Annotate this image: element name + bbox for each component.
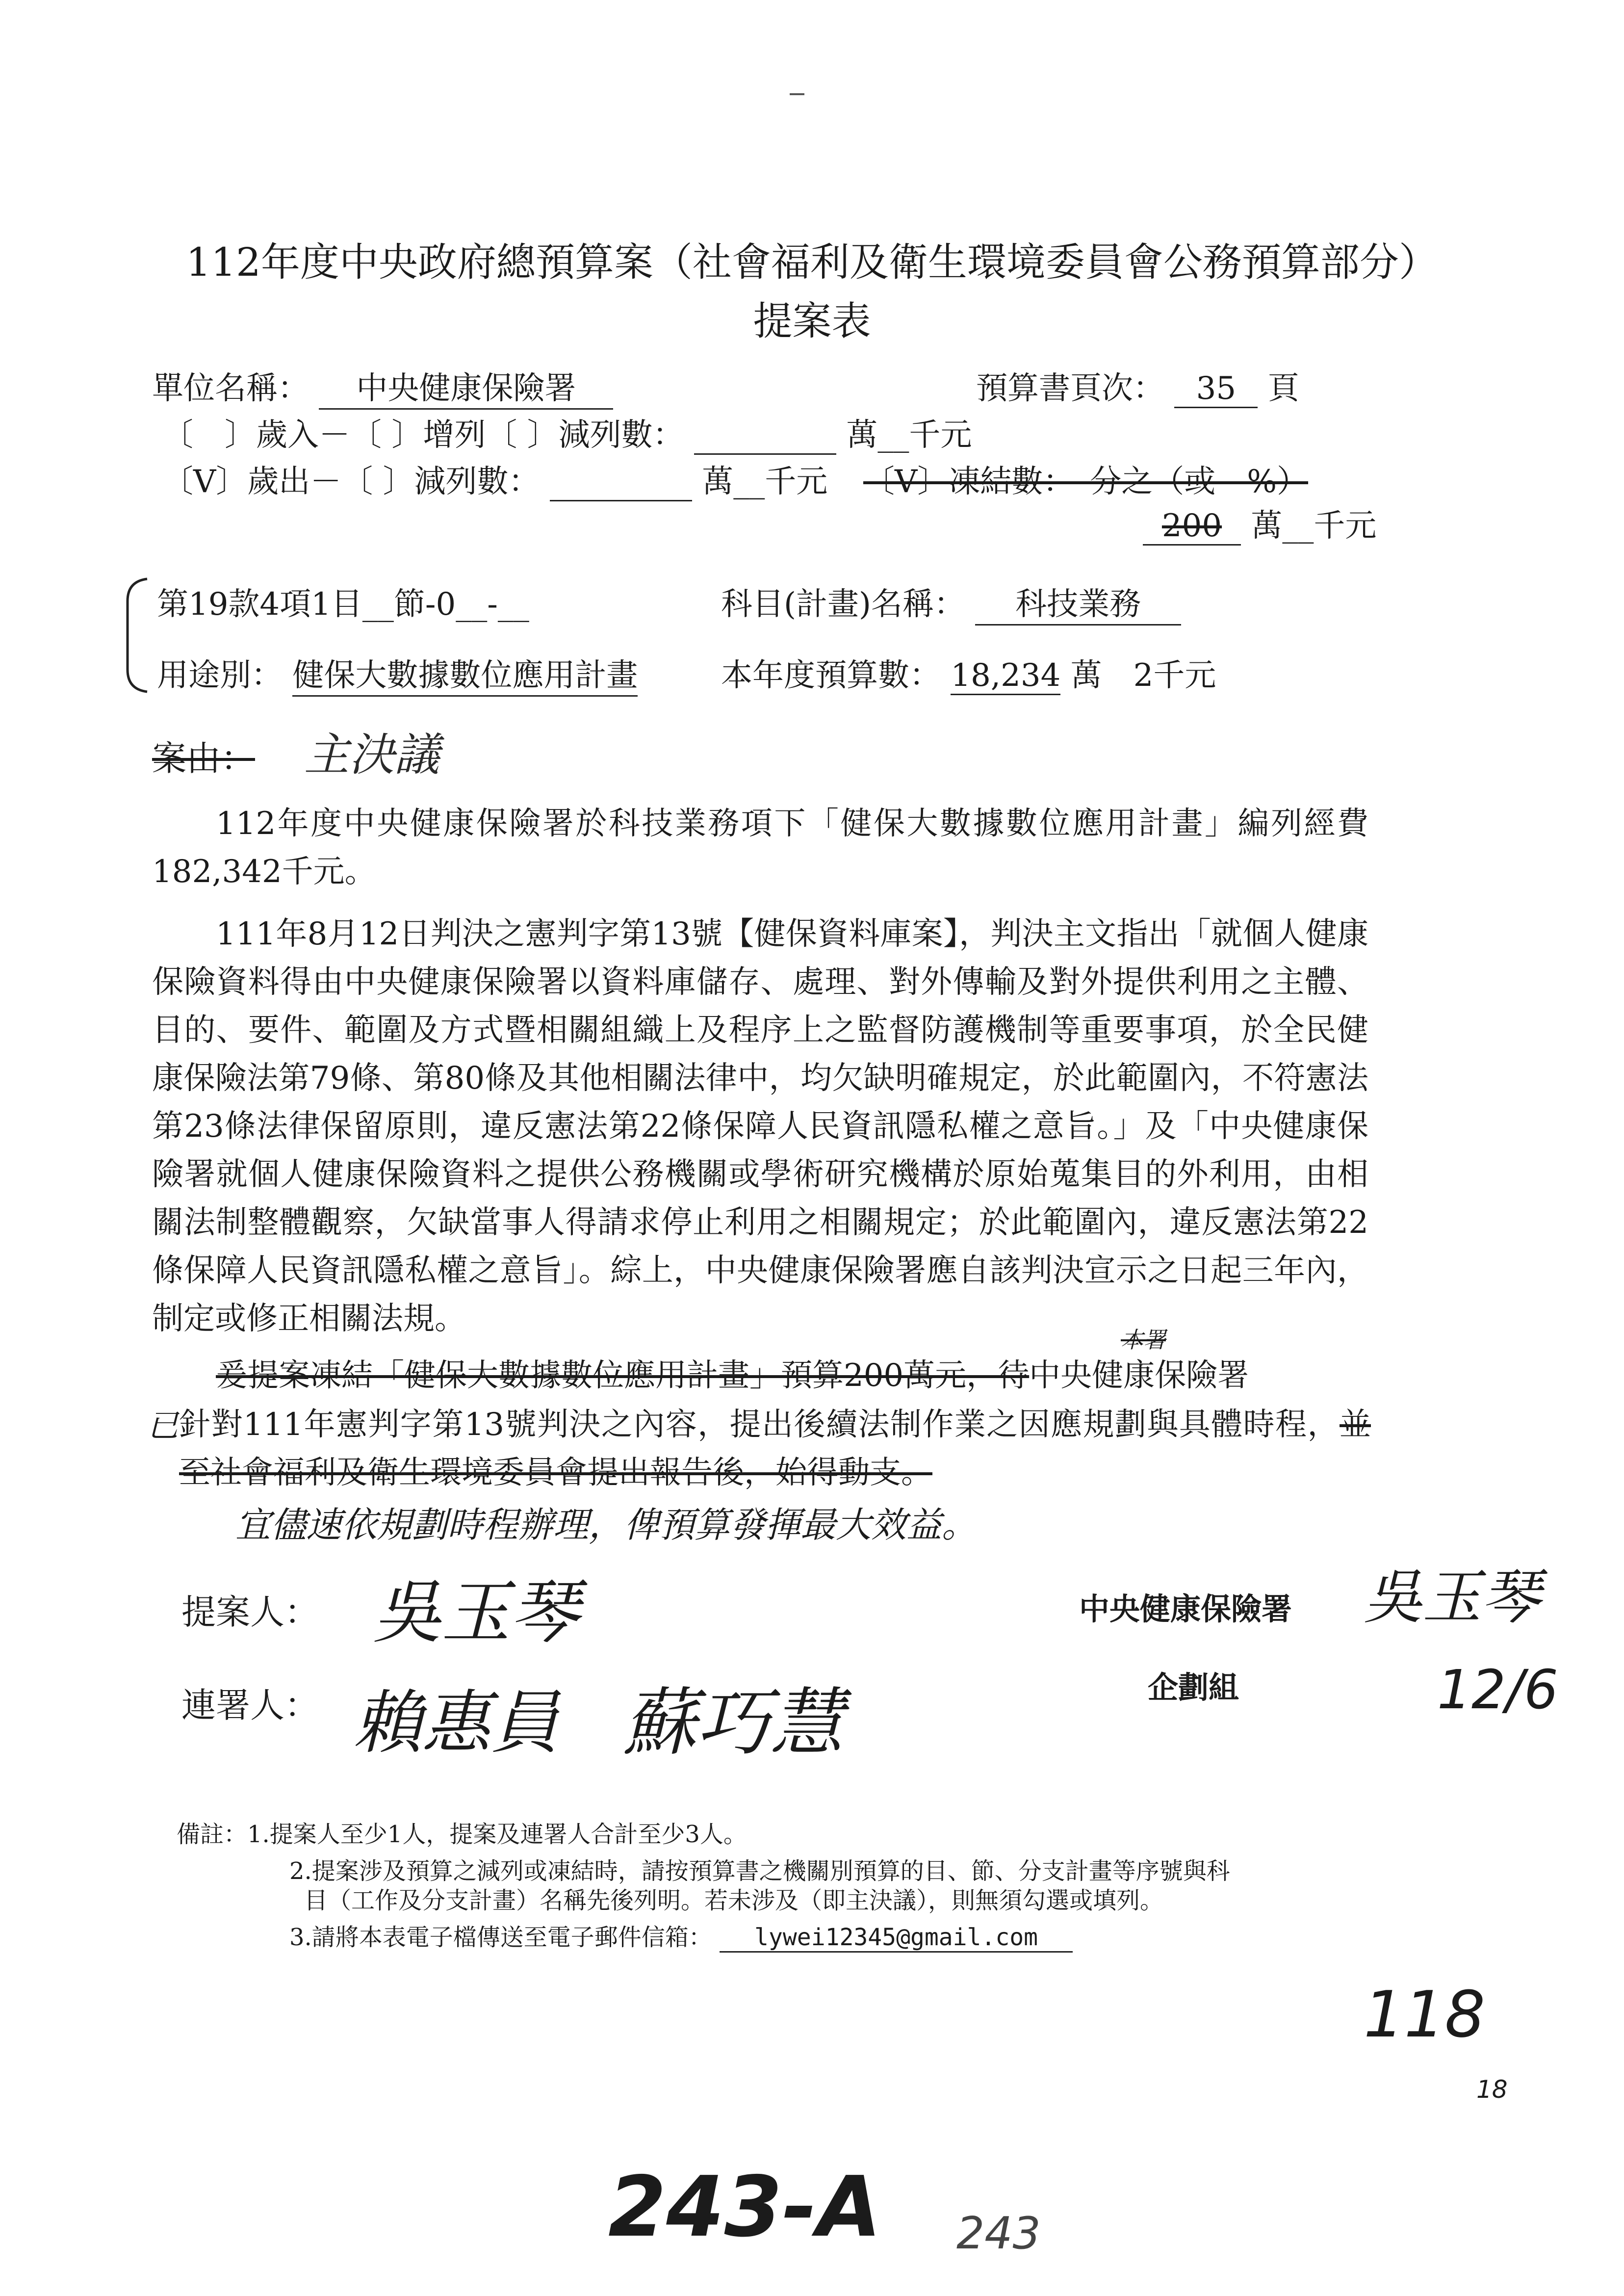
agency-signature: 吳玉琴 xyxy=(1364,1564,1540,1632)
paragraph-2-text: 111年8月12日判決之憲判字第13號【健保資料庫案】，判決主文指出「就個人健康保險資料得由中央健康保險署以資料庫儲存、處理、對外傳輸及對外提供利用之主體、目的、要件、範圍及方式暨相關組織上及程序上之監督防護機制等重要事項，於全民健康保險法第79條、第80條及其他相關法律中，均欠缺明確規定，於此範圍內，不符憲法第23條法律保留原則，違反憲法第22條保障人民資訊隱私權之意旨。」及「中央健康保險署就個人健康保險資料之提供公務機關或學術研究機構於原始蒐集目的外利用，由相關法制整體觀察，欠缺當事人得請求停止利用之相關規定；於此範圍內，違反憲法第22條保障人民資訊隱私權之意旨」。綜上，中央健康保險署應自該判決宣示之日起三年內，制定或修正相關法規。 xyxy=(152,916,1368,1337)
expense-unit: 萬__千元 xyxy=(702,464,828,500)
budget-unit: 萬 2千元 xyxy=(1070,657,1216,694)
agency-name: 中央健康保險署 xyxy=(1079,1591,1292,1627)
note-2b: 目（工作及分支計畫）名稱先後列明。若未涉及（即主決議），則無須勾選或填列。 xyxy=(304,1887,1164,1914)
paragraph-3-rest: 針對111年憲判字第13號判決之內容，提出後續法制作業之因應規劃與具體時程， xyxy=(179,1407,1340,1443)
document-subtitle: 提案表 xyxy=(753,298,871,344)
note-3 xyxy=(289,1918,1073,1953)
unit-label: 單位名稱： xyxy=(152,370,309,407)
paragraph-3-struck: 爰提案凍結「健保大數據數位應用計畫」預算200萬元，待 xyxy=(216,1357,1030,1394)
proposer-signature: 吳玉琴 xyxy=(373,1573,579,1653)
cosigner-label: 連署人： xyxy=(181,1685,319,1725)
agency-date: 12/6 xyxy=(1437,1658,1559,1721)
document-title: 112年度中央政府總預算案（社會福利及衛生環境委員會公務預算部分） xyxy=(186,239,1438,285)
case-handwritten: 主決議 xyxy=(304,729,440,781)
note-3-email: lywei12345@gmail.com xyxy=(720,1924,1073,1953)
case-label: 案由： xyxy=(152,738,255,779)
paragraph-2 xyxy=(152,910,1368,1343)
paragraph-3 xyxy=(152,1352,1368,1400)
revenue-row xyxy=(162,410,972,455)
page-number-118: 118 xyxy=(1364,1977,1486,2052)
paragraph-1-text: 112年度中央健康保險署於科技業務項下「健保大數據數位應用計畫」編列經費182,342千元。 xyxy=(152,806,1368,890)
paragraph-3-handwritten: 宜儘速依規劃時程辦理，俾預算發揮最大效益。 xyxy=(235,1504,978,1545)
revenue-unit: 萬__千元 xyxy=(846,417,972,453)
budget-value: 18,234 xyxy=(951,657,1060,695)
subject-value: 科技業務 xyxy=(975,579,1181,626)
page-number-18: 18 xyxy=(1476,2075,1508,2104)
purpose-row xyxy=(157,650,638,697)
unit-row xyxy=(152,363,613,410)
page-label: 預算書頁次： xyxy=(976,370,1164,407)
subject-label: 科目(計畫)名稱： xyxy=(721,586,965,623)
expense-blank xyxy=(550,464,692,501)
revenue-blank xyxy=(694,417,836,455)
paragraph-3b xyxy=(179,1401,1371,1497)
page-value: 35 xyxy=(1174,370,1258,408)
freeze-amount: 200 xyxy=(1143,508,1241,546)
expense-label: 〔V〕歲出－〔 〕減列數： xyxy=(162,464,540,500)
proposer-label: 提案人： xyxy=(181,1592,319,1632)
section-line: 第19款4項1目__節-0__-__ xyxy=(157,586,529,623)
page-number-243a: 243-A xyxy=(608,2159,881,2256)
purpose-label: 用途別： xyxy=(157,657,283,694)
page-number-243: 243 xyxy=(956,2208,1041,2259)
paragraph-3-struck2: 並至社會福利及衛生環境委員會提出報告後，始得動支。 xyxy=(179,1407,1371,1491)
paragraph-1 xyxy=(152,800,1368,896)
page-suffix: 頁 xyxy=(1267,370,1299,407)
note-2a: 2.提案涉及預算之減列或凍結時，請按預算書之機關別預算的目、節、分支計畫等序號與科 xyxy=(289,1857,1230,1885)
note-3-label: 3.請將本表電子檔傳送至電子郵件信箱： xyxy=(289,1924,712,1951)
subject-row xyxy=(721,579,1181,626)
para3-prefix: 已 xyxy=(147,1408,179,1444)
cosigner-signature-2: 蘇巧慧 xyxy=(623,1680,844,1766)
freeze-amount-row xyxy=(1143,500,1376,546)
page-row xyxy=(976,363,1299,408)
revenue-label: 〔 〕歲入－〔 〕增列〔 〕減列數： xyxy=(162,417,684,453)
freeze-struck-text: 〔V〕凍結數： 分之（或 %） xyxy=(863,464,1309,500)
freeze-unit: 萬__千元 xyxy=(1251,508,1377,544)
expense-row xyxy=(162,456,827,501)
agency-dept: 企劃組 xyxy=(1148,1670,1239,1705)
budget-row xyxy=(721,650,1216,695)
cosigner-signature-1: 賴惠員 xyxy=(353,1683,560,1763)
budget-label: 本年度預算數： xyxy=(721,657,941,694)
para3-insert-mark: 本署 xyxy=(1121,1327,1166,1353)
note-1: 備註：1.提案人至少1人，提案及連署人合計至少3人。 xyxy=(177,1821,747,1848)
paragraph-3-main: 中央健康保險署 xyxy=(1029,1357,1249,1394)
purpose-value: 健保大數據數位應用計畫 xyxy=(292,650,638,697)
scan-mark xyxy=(790,93,804,95)
section-bracket xyxy=(118,576,157,694)
unit-value: 中央健康保險署 xyxy=(319,363,613,410)
